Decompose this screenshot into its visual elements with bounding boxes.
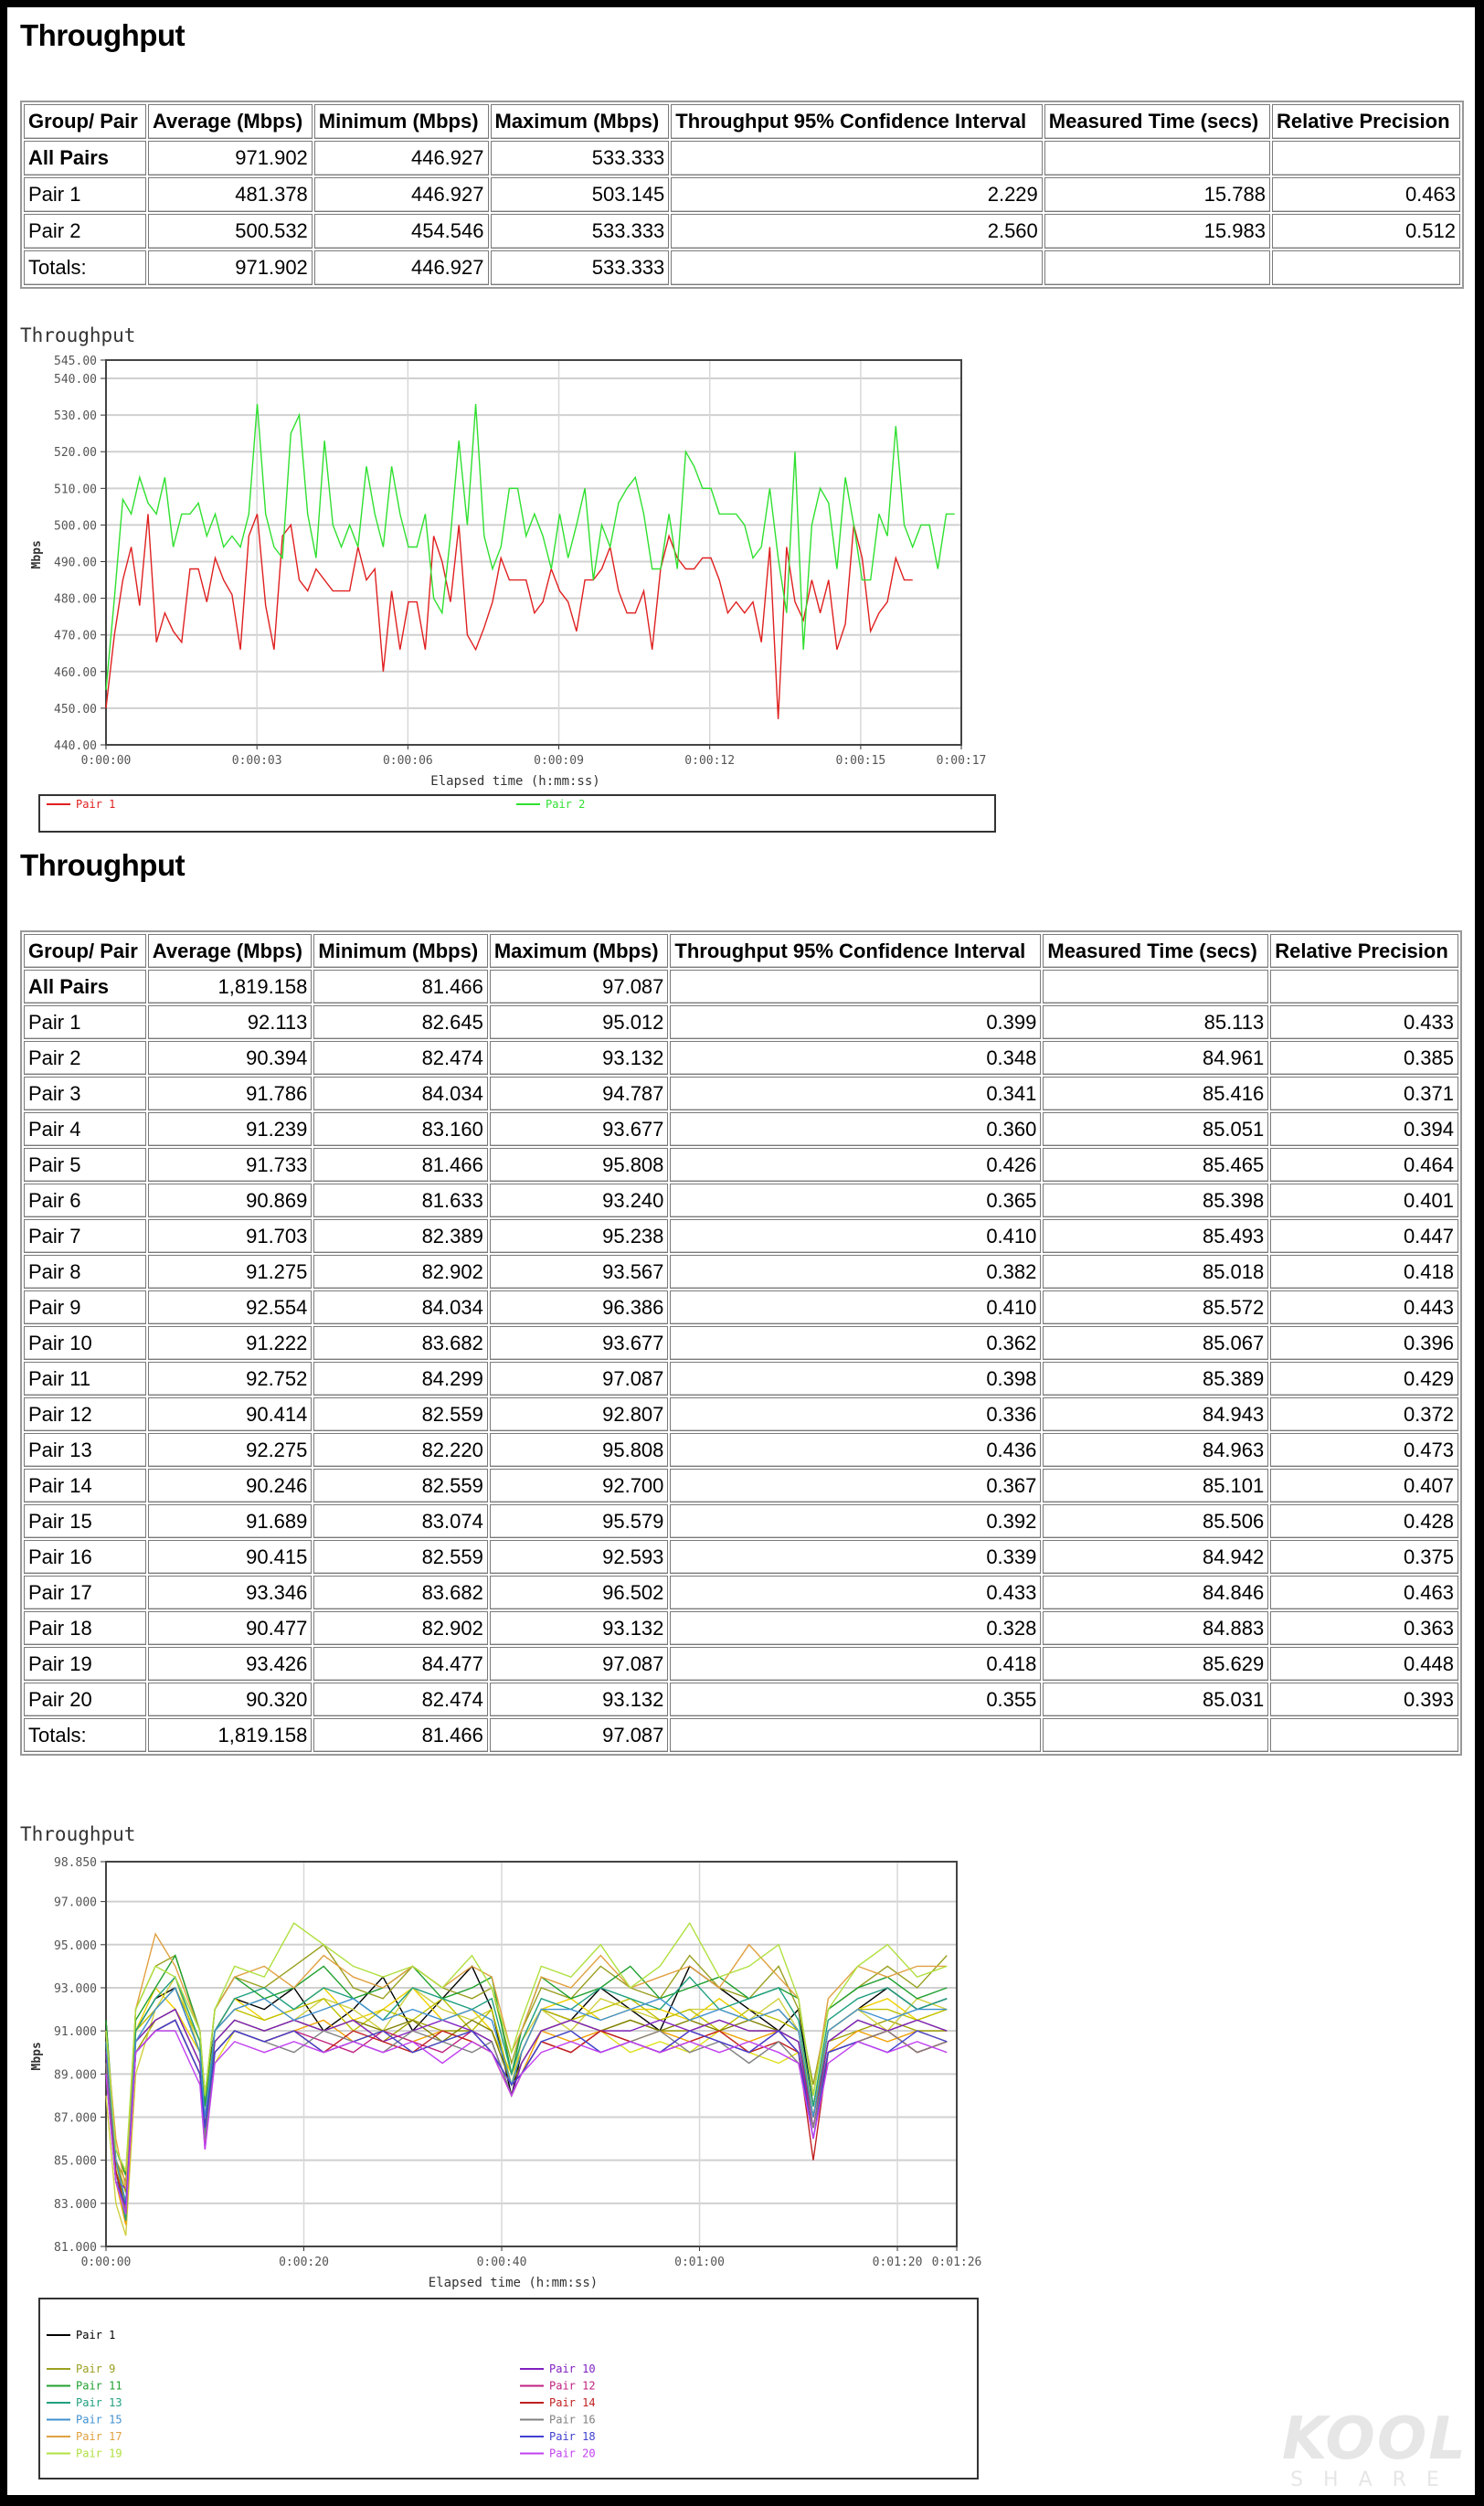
value-cell: 0.382	[670, 1255, 1041, 1289]
value-cell: 0.398	[670, 1362, 1041, 1396]
header-row	[24, 104, 1460, 139]
value-cell	[1043, 970, 1268, 1003]
legend-label: Pair 15	[76, 2413, 122, 2426]
value-cell: 94.787	[490, 1077, 669, 1110]
value-cell: 0.463	[1272, 177, 1460, 212]
chart-title: Throughput	[20, 324, 136, 346]
value-cell: 85.465	[1043, 1148, 1268, 1182]
table-row	[24, 1576, 1458, 1609]
value-cell: 533.333	[491, 250, 670, 285]
chart-title: Throughput	[20, 1823, 136, 1845]
value-cell	[671, 141, 1042, 175]
value-cell: 81.633	[313, 1184, 487, 1217]
value-cell: 0.512	[1272, 214, 1460, 249]
value-cell: 82.902	[313, 1255, 487, 1289]
value-cell	[1270, 970, 1458, 1003]
value-cell: 95.808	[490, 1433, 669, 1467]
value-cell: 83.682	[313, 1326, 487, 1360]
legend-label: Pair 17	[76, 2430, 122, 2443]
value-cell: 95.238	[490, 1219, 669, 1253]
table-row	[24, 1718, 1458, 1752]
value-cell: 92.554	[148, 1290, 313, 1324]
value-cell: 84.034	[313, 1290, 487, 1324]
row-label-cell: Pair 16	[24, 1540, 146, 1574]
row-label-cell: Pair 9	[24, 1290, 146, 1324]
x-tick-label: 0:00:00	[80, 754, 132, 768]
value-cell: 0.367	[670, 1469, 1041, 1503]
value-cell: 97.087	[490, 970, 669, 1003]
x-tick-label: 0:00:03	[231, 754, 282, 768]
row-label-cell: Pair 12	[24, 1397, 146, 1431]
value-cell: 0.429	[1270, 1362, 1458, 1396]
table-row	[24, 250, 1460, 285]
column-header: Throughput 95% Confidence Interval	[670, 934, 1041, 968]
value-cell: 92.700	[490, 1469, 669, 1503]
legend-label: Pair 11	[76, 2379, 122, 2393]
legend-label: Pair 13	[76, 2396, 122, 2409]
value-cell: 0.371	[1270, 1077, 1458, 1110]
y-tick-label: 480.00	[54, 592, 97, 607]
value-cell: 92.593	[490, 1540, 669, 1574]
row-label-cell: Pair 10	[24, 1326, 146, 1360]
value-cell: 91.239	[148, 1112, 313, 1146]
value-cell: 95.808	[490, 1148, 669, 1182]
throughput-table-1	[20, 101, 1464, 289]
value-cell: 90.320	[148, 1683, 313, 1716]
value-cell	[1272, 141, 1460, 175]
value-cell: 90.477	[148, 1611, 313, 1645]
legend-label: Pair 19	[76, 2447, 122, 2460]
value-cell: 93.677	[490, 1112, 669, 1146]
value-cell: 15.788	[1044, 177, 1270, 212]
row-label-cell: Pair 4	[24, 1112, 146, 1146]
value-cell: 1,819.158	[148, 1718, 313, 1752]
y-tick-label: 440.00	[54, 739, 97, 753]
value-cell: 85.389	[1043, 1362, 1268, 1396]
row-label-cell: Pair 5	[24, 1148, 146, 1182]
value-cell: 0.448	[1270, 1647, 1458, 1681]
value-cell: 85.416	[1043, 1077, 1268, 1110]
value-cell: 83.160	[313, 1112, 487, 1146]
y-tick-label: 450.00	[54, 702, 97, 717]
value-cell: 85.051	[1043, 1112, 1268, 1146]
value-cell: 0.385	[1270, 1041, 1458, 1075]
table-row	[24, 1112, 1458, 1146]
value-cell: 0.401	[1270, 1184, 1458, 1217]
table-row	[24, 1540, 1458, 1574]
legend-label: Pair 12	[549, 2379, 596, 2393]
table-row	[24, 1005, 1458, 1039]
row-label-cell: Pair 7	[24, 1219, 146, 1253]
value-cell: 0.473	[1270, 1433, 1458, 1467]
value-cell: 0.393	[1270, 1683, 1458, 1716]
column-header: Minimum (Mbps)	[314, 104, 489, 139]
value-cell: 85.398	[1043, 1184, 1268, 1217]
value-cell: 0.372	[1270, 1397, 1458, 1431]
value-cell: 0.339	[670, 1540, 1041, 1574]
table-row	[24, 1362, 1458, 1396]
value-cell: 97.087	[490, 1718, 669, 1752]
value-cell: 0.426	[670, 1148, 1041, 1182]
value-cell: 91.275	[148, 1255, 313, 1289]
legend-label: Pair 20	[549, 2447, 596, 2460]
value-cell: 84.883	[1043, 1611, 1268, 1645]
value-cell: 93.567	[490, 1255, 669, 1289]
table-row	[24, 1041, 1458, 1075]
value-cell: 91.689	[148, 1504, 313, 1538]
row-label-cell: Pair 13	[24, 1433, 146, 1467]
value-cell: 2.560	[671, 214, 1042, 249]
value-cell: 85.572	[1043, 1290, 1268, 1324]
value-cell: 92.275	[148, 1433, 313, 1467]
value-cell: 0.355	[670, 1683, 1041, 1716]
x-tick-label: 0:00:20	[279, 2256, 329, 2269]
throughput-chart-2	[20, 1819, 982, 2479]
value-cell: 82.474	[313, 1683, 487, 1716]
value-cell: 84.961	[1043, 1041, 1268, 1075]
value-cell: 84.299	[313, 1362, 487, 1396]
row-label-cell: Pair 18	[24, 1611, 146, 1645]
y-tick-label: 85.000	[54, 2154, 97, 2169]
table-row	[24, 1397, 1458, 1431]
row-label-cell: Pair 6	[24, 1184, 146, 1217]
value-cell: 91.703	[148, 1219, 313, 1253]
legend-label: Pair 1	[76, 2329, 116, 2341]
y-tick-label: 97.000	[54, 1895, 97, 1910]
value-cell: 92.113	[148, 1005, 313, 1039]
plot-area	[106, 1862, 957, 2246]
value-cell: 95.012	[490, 1005, 669, 1039]
value-cell: 93.426	[148, 1647, 313, 1681]
value-cell: 84.846	[1043, 1576, 1268, 1609]
value-cell: 95.579	[490, 1504, 669, 1538]
table-row	[24, 1184, 1458, 1217]
value-cell: 0.348	[670, 1041, 1041, 1075]
column-header: Relative Precision	[1270, 934, 1458, 968]
table-row	[24, 177, 1460, 212]
value-cell: 91.733	[148, 1148, 313, 1182]
value-cell: 96.502	[490, 1576, 669, 1609]
table-row	[24, 1469, 1458, 1503]
value-cell	[1043, 1718, 1268, 1752]
table-row	[24, 1148, 1458, 1182]
y-tick-label: 520.00	[54, 446, 97, 461]
row-label-cell: Pair 1	[24, 1005, 146, 1039]
value-cell: 93.132	[490, 1041, 669, 1075]
value-cell: 85.629	[1043, 1647, 1268, 1681]
value-cell: 0.418	[1270, 1255, 1458, 1289]
legend-box[interactable]	[39, 795, 995, 832]
column-header: Maximum (Mbps)	[490, 934, 669, 968]
value-cell	[670, 970, 1041, 1003]
value-cell: 0.433	[1270, 1005, 1458, 1039]
value-cell: 1,819.158	[148, 970, 313, 1003]
value-cell: 0.394	[1270, 1112, 1458, 1146]
x-tick-label: 0:00:17	[936, 754, 987, 768]
table-row	[24, 1504, 1458, 1538]
column-header: Throughput 95% Confidence Interval	[671, 104, 1042, 139]
x-axis-label: Elapsed time (h:mm:ss)	[428, 2276, 599, 2290]
value-cell: 82.559	[313, 1540, 487, 1574]
x-tick-label: 0:01:00	[674, 2256, 725, 2269]
row-label-cell: Pair 15	[24, 1504, 146, 1538]
column-header: Average (Mbps)	[148, 104, 313, 139]
value-cell: 0.341	[670, 1077, 1041, 1110]
value-cell: 85.031	[1043, 1683, 1268, 1716]
row-label-cell: Pair 1	[24, 177, 146, 212]
value-cell: 0.328	[670, 1611, 1041, 1645]
row-label-cell: Pair 20	[24, 1683, 146, 1716]
value-cell: 84.477	[313, 1647, 487, 1681]
value-cell: 0.410	[670, 1219, 1041, 1253]
legend-label: Pair 9	[76, 2363, 116, 2375]
row-label-cell: Pair 14	[24, 1469, 146, 1503]
value-cell: 90.414	[148, 1397, 313, 1431]
value-cell: 85.067	[1043, 1326, 1268, 1360]
value-cell	[1044, 250, 1270, 285]
table-row	[24, 970, 1458, 1003]
throughput-chart-1	[20, 316, 987, 825]
value-cell: 82.474	[313, 1041, 487, 1075]
y-tick-label: 460.00	[54, 665, 97, 680]
row-label-cell: Totals:	[24, 250, 146, 285]
watermark-logo: KOOL SHARE	[1281, 2405, 1468, 2491]
y-tick-label: 510.00	[54, 483, 97, 497]
row-label-cell: Pair 2	[24, 214, 146, 249]
value-cell: 84.034	[313, 1077, 487, 1110]
table-row	[24, 1647, 1458, 1681]
value-cell: 90.246	[148, 1469, 313, 1503]
value-cell: 0.375	[1270, 1540, 1458, 1574]
value-cell: 446.927	[314, 250, 489, 285]
value-cell: 454.546	[314, 214, 489, 249]
throughput-table-2	[20, 930, 1462, 1756]
value-cell: 97.087	[490, 1362, 669, 1396]
table-row	[24, 1611, 1458, 1645]
value-cell: 93.132	[490, 1683, 669, 1716]
value-cell: 446.927	[314, 177, 489, 212]
value-cell: 0.399	[670, 1005, 1041, 1039]
value-cell	[1270, 1718, 1458, 1752]
row-label-cell: All Pairs	[24, 970, 146, 1003]
value-cell: 82.645	[313, 1005, 487, 1039]
value-cell: 82.389	[313, 1219, 487, 1253]
value-cell: 0.363	[1270, 1611, 1458, 1645]
value-cell: 971.902	[148, 141, 313, 175]
x-axis-label: Elapsed time (h:mm:ss)	[430, 774, 600, 789]
value-cell: 93.677	[490, 1326, 669, 1360]
column-header: Measured Time (secs)	[1043, 934, 1268, 968]
legend-label: Pair 14	[549, 2396, 596, 2409]
value-cell: 91.222	[148, 1326, 313, 1360]
row-label-cell: Pair 11	[24, 1362, 146, 1396]
value-cell: 971.902	[148, 250, 313, 285]
table-row	[24, 1255, 1458, 1289]
y-tick-label: 89.000	[54, 2068, 97, 2083]
column-header: Maximum (Mbps)	[491, 104, 670, 139]
value-cell: 446.927	[314, 141, 489, 175]
value-cell: 92.752	[148, 1362, 313, 1396]
y-tick-label: 470.00	[54, 629, 97, 643]
value-cell: 0.365	[670, 1184, 1041, 1217]
value-cell: 85.113	[1043, 1005, 1268, 1039]
row-label-cell: Totals:	[24, 1718, 146, 1752]
value-cell: 84.942	[1043, 1540, 1268, 1574]
report-page	[7, 7, 1475, 2495]
y-tick-label: 545.00	[54, 355, 97, 368]
table-row	[24, 141, 1460, 175]
row-label-cell: Pair 8	[24, 1255, 146, 1289]
value-cell: 0.396	[1270, 1326, 1458, 1360]
x-tick-label: 0:01:26	[931, 2256, 982, 2269]
value-cell: 84.963	[1043, 1433, 1268, 1467]
section-2-title: Throughput	[20, 848, 186, 882]
table-row	[24, 1683, 1458, 1716]
value-cell: 0.463	[1270, 1576, 1458, 1609]
column-header: Average (Mbps)	[148, 934, 313, 968]
value-cell: 81.466	[313, 970, 487, 1003]
row-label-cell: Pair 3	[24, 1077, 146, 1110]
value-cell: 83.682	[313, 1576, 487, 1609]
value-cell	[670, 1718, 1041, 1752]
value-cell: 93.346	[148, 1576, 313, 1609]
x-tick-label: 0:00:40	[476, 2256, 527, 2269]
value-cell	[1272, 250, 1460, 285]
value-cell: 81.466	[313, 1148, 487, 1182]
table-row	[24, 1433, 1458, 1467]
x-tick-label: 0:00:00	[80, 2256, 132, 2269]
table-row	[24, 1219, 1458, 1253]
plot-area	[106, 360, 961, 745]
y-axis-label: Mbps	[30, 540, 44, 569]
value-cell: 0.362	[670, 1326, 1041, 1360]
value-cell: 0.447	[1270, 1219, 1458, 1253]
value-cell	[1044, 141, 1270, 175]
row-label-cell: Pair 17	[24, 1576, 146, 1609]
legend-label: Pair 10	[549, 2363, 596, 2375]
row-label-cell: All Pairs	[24, 141, 146, 175]
y-tick-label: 95.000	[54, 1938, 97, 1953]
table-row	[24, 214, 1460, 249]
value-cell: 92.807	[490, 1397, 669, 1431]
y-tick-label: 87.000	[54, 2111, 97, 2126]
section-1-title: Throughput	[20, 18, 186, 52]
value-cell: 0.360	[670, 1112, 1041, 1146]
value-cell: 85.101	[1043, 1469, 1268, 1503]
header-row	[24, 934, 1458, 968]
column-header: Minimum (Mbps)	[313, 934, 487, 968]
y-tick-label: 93.000	[54, 1981, 97, 1996]
legend-label: Pair 18	[549, 2430, 596, 2443]
value-cell: 90.415	[148, 1540, 313, 1574]
x-tick-label: 0:00:06	[382, 754, 433, 768]
value-cell: 500.532	[148, 214, 313, 249]
value-cell: 82.559	[313, 1469, 487, 1503]
legend-label: Pair 16	[549, 2413, 596, 2426]
y-axis-label: Mbps	[30, 2042, 44, 2071]
value-cell: 0.436	[670, 1433, 1041, 1467]
value-cell: 93.132	[490, 1611, 669, 1645]
value-cell: 84.943	[1043, 1397, 1268, 1431]
value-cell: 0.336	[670, 1397, 1041, 1431]
value-cell: 533.333	[491, 214, 670, 249]
y-tick-label: 81.000	[54, 2241, 97, 2255]
value-cell: 91.786	[148, 1077, 313, 1110]
value-cell: 85.493	[1043, 1219, 1268, 1253]
legend-label: Pair 1	[76, 798, 116, 811]
value-cell	[671, 250, 1042, 285]
y-tick-label: 490.00	[54, 556, 97, 570]
row-label-cell: Pair 2	[24, 1041, 146, 1075]
value-cell: 0.464	[1270, 1148, 1458, 1182]
value-cell: 82.220	[313, 1433, 487, 1467]
y-tick-label: 98.850	[54, 1856, 97, 1870]
x-tick-label: 0:01:20	[872, 2256, 923, 2269]
table-row	[24, 1326, 1458, 1360]
column-header: Measured Time (secs)	[1044, 104, 1270, 139]
value-cell: 81.466	[313, 1718, 487, 1752]
column-header: Group/ Pair	[24, 104, 146, 139]
value-cell: 0.410	[670, 1290, 1041, 1324]
y-tick-label: 540.00	[54, 373, 97, 388]
column-header: Group/ Pair	[24, 934, 146, 968]
value-cell: 533.333	[491, 141, 670, 175]
value-cell: 82.559	[313, 1397, 487, 1431]
value-cell: 83.074	[313, 1504, 487, 1538]
x-tick-label: 0:00:15	[835, 754, 886, 768]
value-cell: 0.392	[670, 1504, 1041, 1538]
legend-label: Pair 2	[546, 798, 586, 811]
value-cell: 85.506	[1043, 1504, 1268, 1538]
value-cell: 82.902	[313, 1611, 487, 1645]
value-cell: 0.443	[1270, 1290, 1458, 1324]
value-cell: 0.407	[1270, 1469, 1458, 1503]
x-tick-label: 0:00:12	[684, 754, 736, 768]
table-row	[24, 1290, 1458, 1324]
value-cell: 481.378	[148, 177, 313, 212]
y-tick-label: 530.00	[54, 409, 97, 424]
y-tick-label: 91.000	[54, 2025, 97, 2040]
value-cell: 90.394	[148, 1041, 313, 1075]
value-cell: 15.983	[1044, 214, 1270, 249]
value-cell: 503.145	[491, 177, 670, 212]
value-cell: 0.418	[670, 1647, 1041, 1681]
value-cell: 0.428	[1270, 1504, 1458, 1538]
y-tick-label: 83.000	[54, 2197, 97, 2212]
y-tick-label: 500.00	[54, 519, 97, 534]
value-cell: 96.386	[490, 1290, 669, 1324]
legend-box[interactable]	[39, 2299, 978, 2479]
value-cell: 97.087	[490, 1647, 669, 1681]
column-header: Relative Precision	[1272, 104, 1460, 139]
table-row	[24, 1077, 1458, 1110]
value-cell: 0.433	[670, 1576, 1041, 1609]
row-label-cell: Pair 19	[24, 1647, 146, 1681]
value-cell: 85.018	[1043, 1255, 1268, 1289]
x-tick-label: 0:00:09	[534, 754, 584, 768]
value-cell: 2.229	[671, 177, 1042, 212]
value-cell: 93.240	[490, 1184, 669, 1217]
value-cell: 90.869	[148, 1184, 313, 1217]
